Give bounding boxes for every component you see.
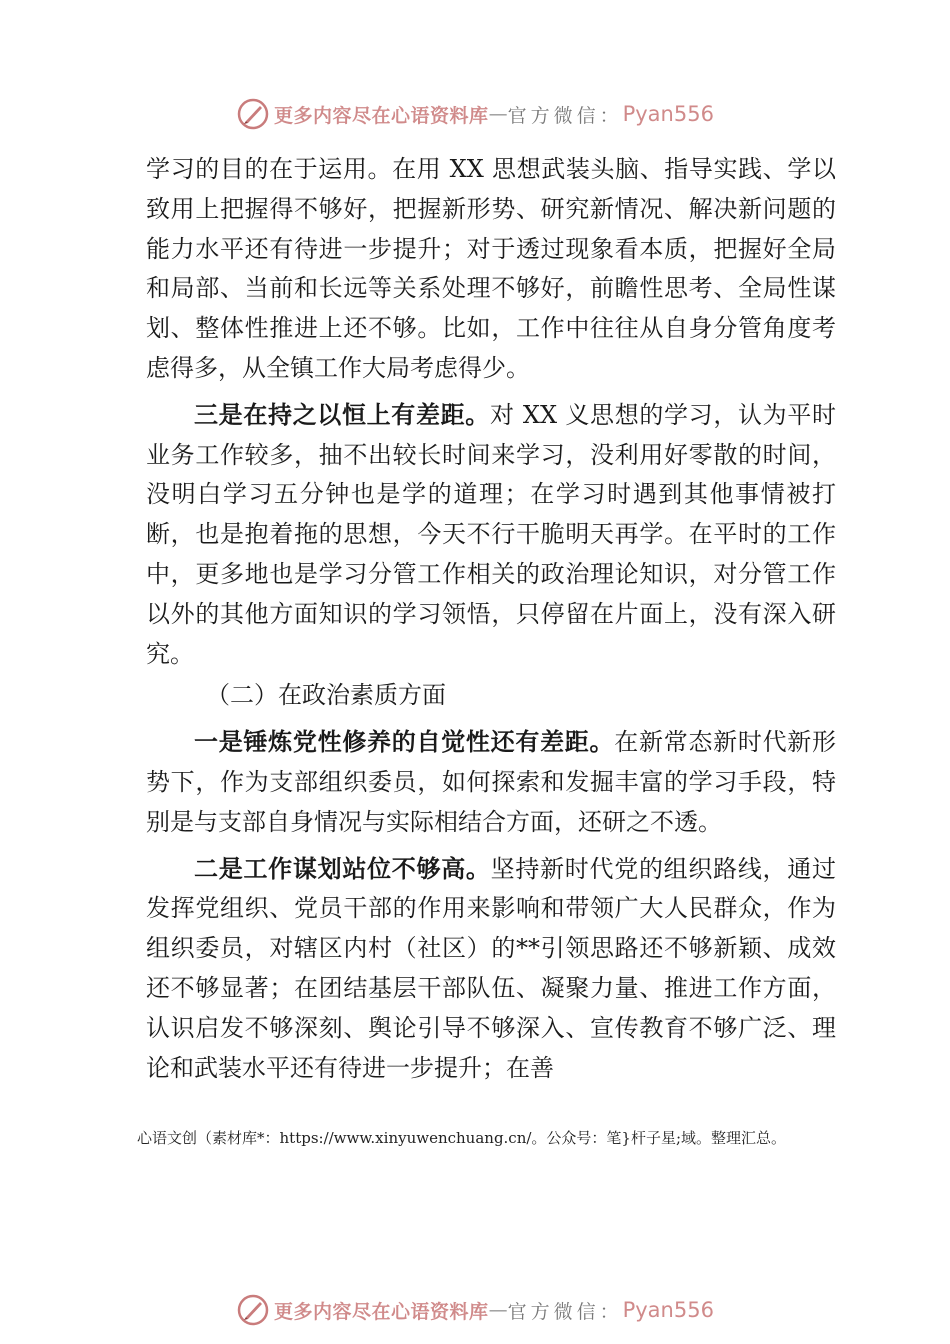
paragraph-lead: 一是锤炼党性修养的自觉性还有差距。: [194, 728, 615, 757]
paragraph: [146, 150, 836, 389]
watermark-separator: —: [488, 1299, 508, 1321]
document-body: [146, 150, 836, 1088]
pen-logo-icon: [236, 97, 270, 131]
section-subheading: （二）在政治素质方面: [206, 681, 446, 710]
watermark-wechat-id: Pyan556: [622, 102, 714, 126]
paragraph: [146, 850, 836, 1089]
watermark-official-label: 官方微信：: [507, 104, 623, 127]
paragraph-text: 学习的目的在于运用。在用 XX 思想武装头脑、指导实践、学以致用上把握得不够好，把握新形势、研究新情况、解决新问题的能力水平还有待进一步提升；对于透过现象看本质，把握好全局和局部、当前和长远等关系处理不够好，前瞻性思考、全局性谋划、整体性推进上还不够。比如，工作中往往从自身分管角度考虑得多，从全镇工作大局考虑得少。: [146, 155, 836, 382]
watermark-wechat-id: Pyan556: [622, 1298, 714, 1322]
watermark-official-label: 官方微信：: [507, 1300, 623, 1323]
paragraph-lead: 二是工作谋划站位不够高。: [194, 854, 491, 883]
paragraph: [146, 396, 836, 675]
paragraph-lead: 三是在持之以恒上有差距。: [194, 400, 490, 429]
pen-logo-icon: [236, 1293, 270, 1327]
source-note: 心语文创（素材库*：https://www.xinyuwenchuang.cn/。公众号：笔}杆子星;域。整理汇总。: [137, 1129, 787, 1147]
paragraph-text: 坚持新时代党的组织路线，通过发挥党组织、党员干部的作用来影响和带领广大人民群众，作为组织委员，对辖区内村（社区）的**引领思路还不够新颖、成效还不够显著；在团结基层干部队伍、凝聚力量、推进工作方面，认识启发不够深刻、舆论引导不够深入、宣传教育不够广泛、理论和武装水平还有待进一步提升；在善: [146, 854, 836, 1082]
watermark-brand: 更多内容尽在心语资料库: [274, 1300, 489, 1323]
paragraph-text: 对 XX 义思想的学习，认为平时业务工作较多，抽不出较长时间来学习，没利用好零散的时间，没明白学习五分钟也是学的道理；在学习时遇到其他事情被打断，也是抱着拖的思想，今天不行干脆明天再学。在平时的工作中，更多地也是学习分管工作相关的政治理论知识，对分管工作以外的其他方面知识的学习领悟，只停留在片面上，没有深入研究。: [146, 400, 836, 668]
paragraph: [146, 723, 836, 842]
watermark-separator: —: [488, 103, 508, 125]
watermark-brand: 更多内容尽在心语资料库: [274, 104, 489, 127]
footer-watermark: [0, 1290, 950, 1330]
paragraph-text: 在新常态新时代新形势下，作为支部组织委员，如何探索和发掘丰富的学习手段，特别是与支部自身情况与实际相结合方面，还研之不透。: [146, 728, 837, 836]
header-watermark: [0, 94, 950, 134]
